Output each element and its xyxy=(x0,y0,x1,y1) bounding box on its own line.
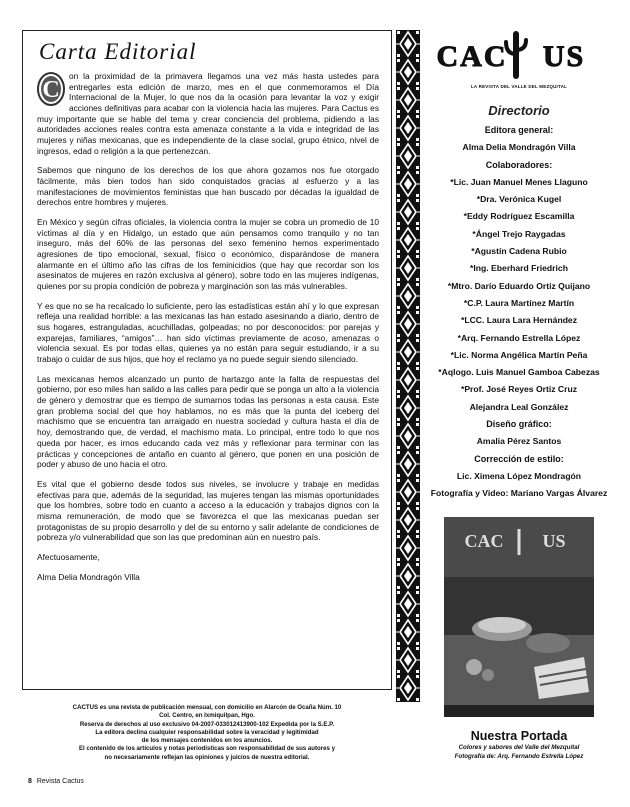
page-number xyxy=(28,778,84,785)
directory-list xyxy=(424,122,614,503)
directory-person: *Agustín Cadena Rubio xyxy=(471,246,567,257)
directory-person: *Aqlogo. Luis Manuel Gamboa Cabezas xyxy=(438,367,600,378)
directory-role: Editora general: xyxy=(484,125,554,135)
editorial-signature: Alma Delia Mondragón Villa xyxy=(37,571,140,582)
directory-person: Amalia Pérez Santos xyxy=(476,436,562,447)
directory-role: Colaboradores: xyxy=(485,159,553,170)
directory-person: Alejandra Leal González xyxy=(469,401,569,412)
cactus-logo xyxy=(426,30,606,82)
directory-role: Corrección de estilo: xyxy=(474,453,564,464)
directory-person: Lic. Ximena López Mondragón xyxy=(456,470,582,481)
editorial-body xyxy=(37,71,379,582)
publication-note-line: Col. Centro, en Ixmiquilpan, Hgo. xyxy=(159,712,255,720)
editorial-paragraph: Y es que no se ha recalcado lo suficiente, pero las estadísticas están ahí y lo que expresan refleja una realidad horrible: a las mexicanas las han estado asesinando a diario, dentro de sus hogares, estranguladas, acuchilladas, golpeadas; no por desconocidos: por parejas y exparejas, familiares, “amigos”… han sido víctimas previamente de acoso, amenazas o violencia sexual. Es por todas ellas, quienes ya no están para seguir estudiando, ir a su trabajo o cuidar de sus hijos, que hoy el reclamo ya no puede seguir siendo silenciado. xyxy=(37,300,379,365)
directory-person: *Ing. Eberhard Friedrich xyxy=(470,263,568,274)
editorial-paragraph: Es vital que el gobierno desde todos sus niveles, se involucre y trabaje en medidas efectivas para que, además de la seguridad, las mujeres tengan las mismas oportunidades que los hombres, sobre todo en cuanto a acceso a la educación y trabajos dignos con la misma remuneración, de modo que se favorezca el que las mexicanas puedan ser protagonistas de su propio desarrollo y del de su entorno y salir adelante de condiciones de pobreza y/o vulnerabilidad que son las que predominan aún en nuestro país. xyxy=(37,478,379,543)
page-number-value: 8 xyxy=(28,778,32,785)
directory-person: *Mtro. Darío Eduardo Ortiz Quijano xyxy=(447,280,591,291)
directory-title: Directorio xyxy=(488,103,550,118)
directory-person: Alma Delia Mondragón Villa xyxy=(462,142,576,153)
directory-person: *Dra. Verónica Kugel xyxy=(476,194,562,205)
svg-text:C: C xyxy=(42,77,60,103)
editorial-paragraph: C on la proximidad de la primavera llegamos una vez más hasta ustedes para entregarles esta edición de marzo, mes en el que conmemoramos el Día Internacional de la Mujer, lo que nos da la ocasión para levantar la voz y exigir acciones definitivas para acabar con la violencia hacia las mujeres. Para Cactus es muy importante que se hable del tema y crear conciencia del problema, pidiendo a las autoridades acciones reales contra esta amenaza constante a la vida e integridad de las mujeres y niñas mexicanas, que es independiente de la clase social, grupo étnico, nivel de ingresos, edad o religión a la que pertenezcan. xyxy=(37,71,379,156)
editorial-box xyxy=(22,30,392,690)
directory-person: *Eddy Rodríguez Escamilla xyxy=(463,211,575,222)
right-column xyxy=(424,30,614,761)
decorative-pattern-border xyxy=(396,30,420,702)
editorial-closing: Afectuosamente, xyxy=(37,551,100,562)
portada-photo-credit: Fotografía de: Arq. Fernando Estrella López xyxy=(454,752,584,760)
page-number-label: Revista Cactus xyxy=(36,778,84,785)
cover-photo xyxy=(444,517,594,717)
publication-note-line: Reserva de derechos al uso exclusivo 04-2007-033012413900-102 Expedida por la S.E.P. xyxy=(79,720,335,728)
directory-person: *Arq. Fernando Estrella López xyxy=(457,332,581,343)
directory-role: Diseño gráfico: xyxy=(486,419,552,430)
editorial-paragraph: Las mexicanas hemos alcanzado un punto de hartazgo ante la falta de respuestas del gobierno, por eso miles han salido a las calles para pedir que se ponga un alto a la violencia de género y demostrar que es tiempo de sumarnos todas las personas a esta causa. Este gran problema social del que hoy hablamos, no es más que la punta del iceberg del machismo que se encuentra tan arraigado en nuestra sociedad y cultura hasta el día de hoy, demostrando que, de verdad, el machismo mata. Lo principal, entre todo lo que nos queda por hacer, es irnos educando cada vez más y reflexionar para terminar con las prácticas y concepciones de antaño en cuanto al género, que ponen en una posición de poder y abuso de uno hacia el otro. xyxy=(37,373,379,470)
directory-person: Fotografía y Video: Mariano Vargas Álvarez xyxy=(430,488,608,499)
svg-text:US: US xyxy=(542,40,586,73)
portada-subtitle: Colores y sabores del Valle del Mezquital xyxy=(458,743,580,751)
publication-note-line: El contenido de los artículos y notas periodísticas son responsabilidad de sus autores y xyxy=(78,745,335,753)
directory-person: *Lic. Juan Manuel Menes Llaguno xyxy=(450,176,588,187)
editorial-paragraph: Sabemos que ninguno de los derechos de los que ahora gozamos nos fue otorgado fácilmente, más bien todos han sido conquistados gracias al esfuerzo y a las manifestaciones de movimientos feministas que han buscado por décadas la igualdad de derechos entre hombres y mujeres. xyxy=(37,165,379,208)
directory-person: *Ángel Trejo Raygadas xyxy=(472,228,566,239)
svg-text:CAC: CAC xyxy=(464,530,504,551)
portada-title: Nuestra Portada xyxy=(470,728,568,743)
logo-tagline: LA REVISTA DEL VALLE DEL MEZQUITAL xyxy=(470,84,568,89)
svg-text:CAC: CAC xyxy=(436,40,508,73)
publication-note-line: de los mensajes contenidos en los anuncios. xyxy=(141,737,273,745)
editorial-title: Carta Editorial xyxy=(39,39,197,64)
publication-notes xyxy=(22,704,392,762)
svg-text:US: US xyxy=(542,530,566,551)
publication-note-line: CACTUS es una revista de publicación mensual, con domicilio en Alarcón de Ocaña Núm. 10 xyxy=(72,704,342,711)
directory-person: *Lic. Norma Angélica Martín Peña xyxy=(450,349,588,360)
directory-person: *C.P. Laura Martínez Martín xyxy=(463,297,575,308)
publication-note-line: no necesariamente reflejan las opiniones y juicios de nuestra editorial. xyxy=(104,753,310,761)
publication-note-line: La editora declina cualquier responsabilidad sobre la veracidad y legitimidad xyxy=(95,728,319,736)
directory-person: *LCC. Laura Lara Hernández xyxy=(460,315,578,326)
directory-person: *Prof. José Reyes Ortiz Cruz xyxy=(460,384,578,395)
editorial-paragraph: En México y según cifras oficiales, la violencia contra la mujer se cobra un promedio de 10 víctimas al día y en Hidalgo, un estado que aún pensamos como tranquilo y no tan inseguro, más del 60% de las personas del sexo femenino hemos experimentado agresiones de tipo emocional, sexual, físico o económico, disparándose de manera alarmante en el último año las cifras de los feminicidios (que hay que recordar son los asesinatos de mujeres en razón exclusiva al género), sobre todo en las mujeres indígenas, quienes por su propia condición de pobreza y marginación son las más vulnerables. xyxy=(37,217,379,292)
dropcap-letter xyxy=(37,72,65,106)
